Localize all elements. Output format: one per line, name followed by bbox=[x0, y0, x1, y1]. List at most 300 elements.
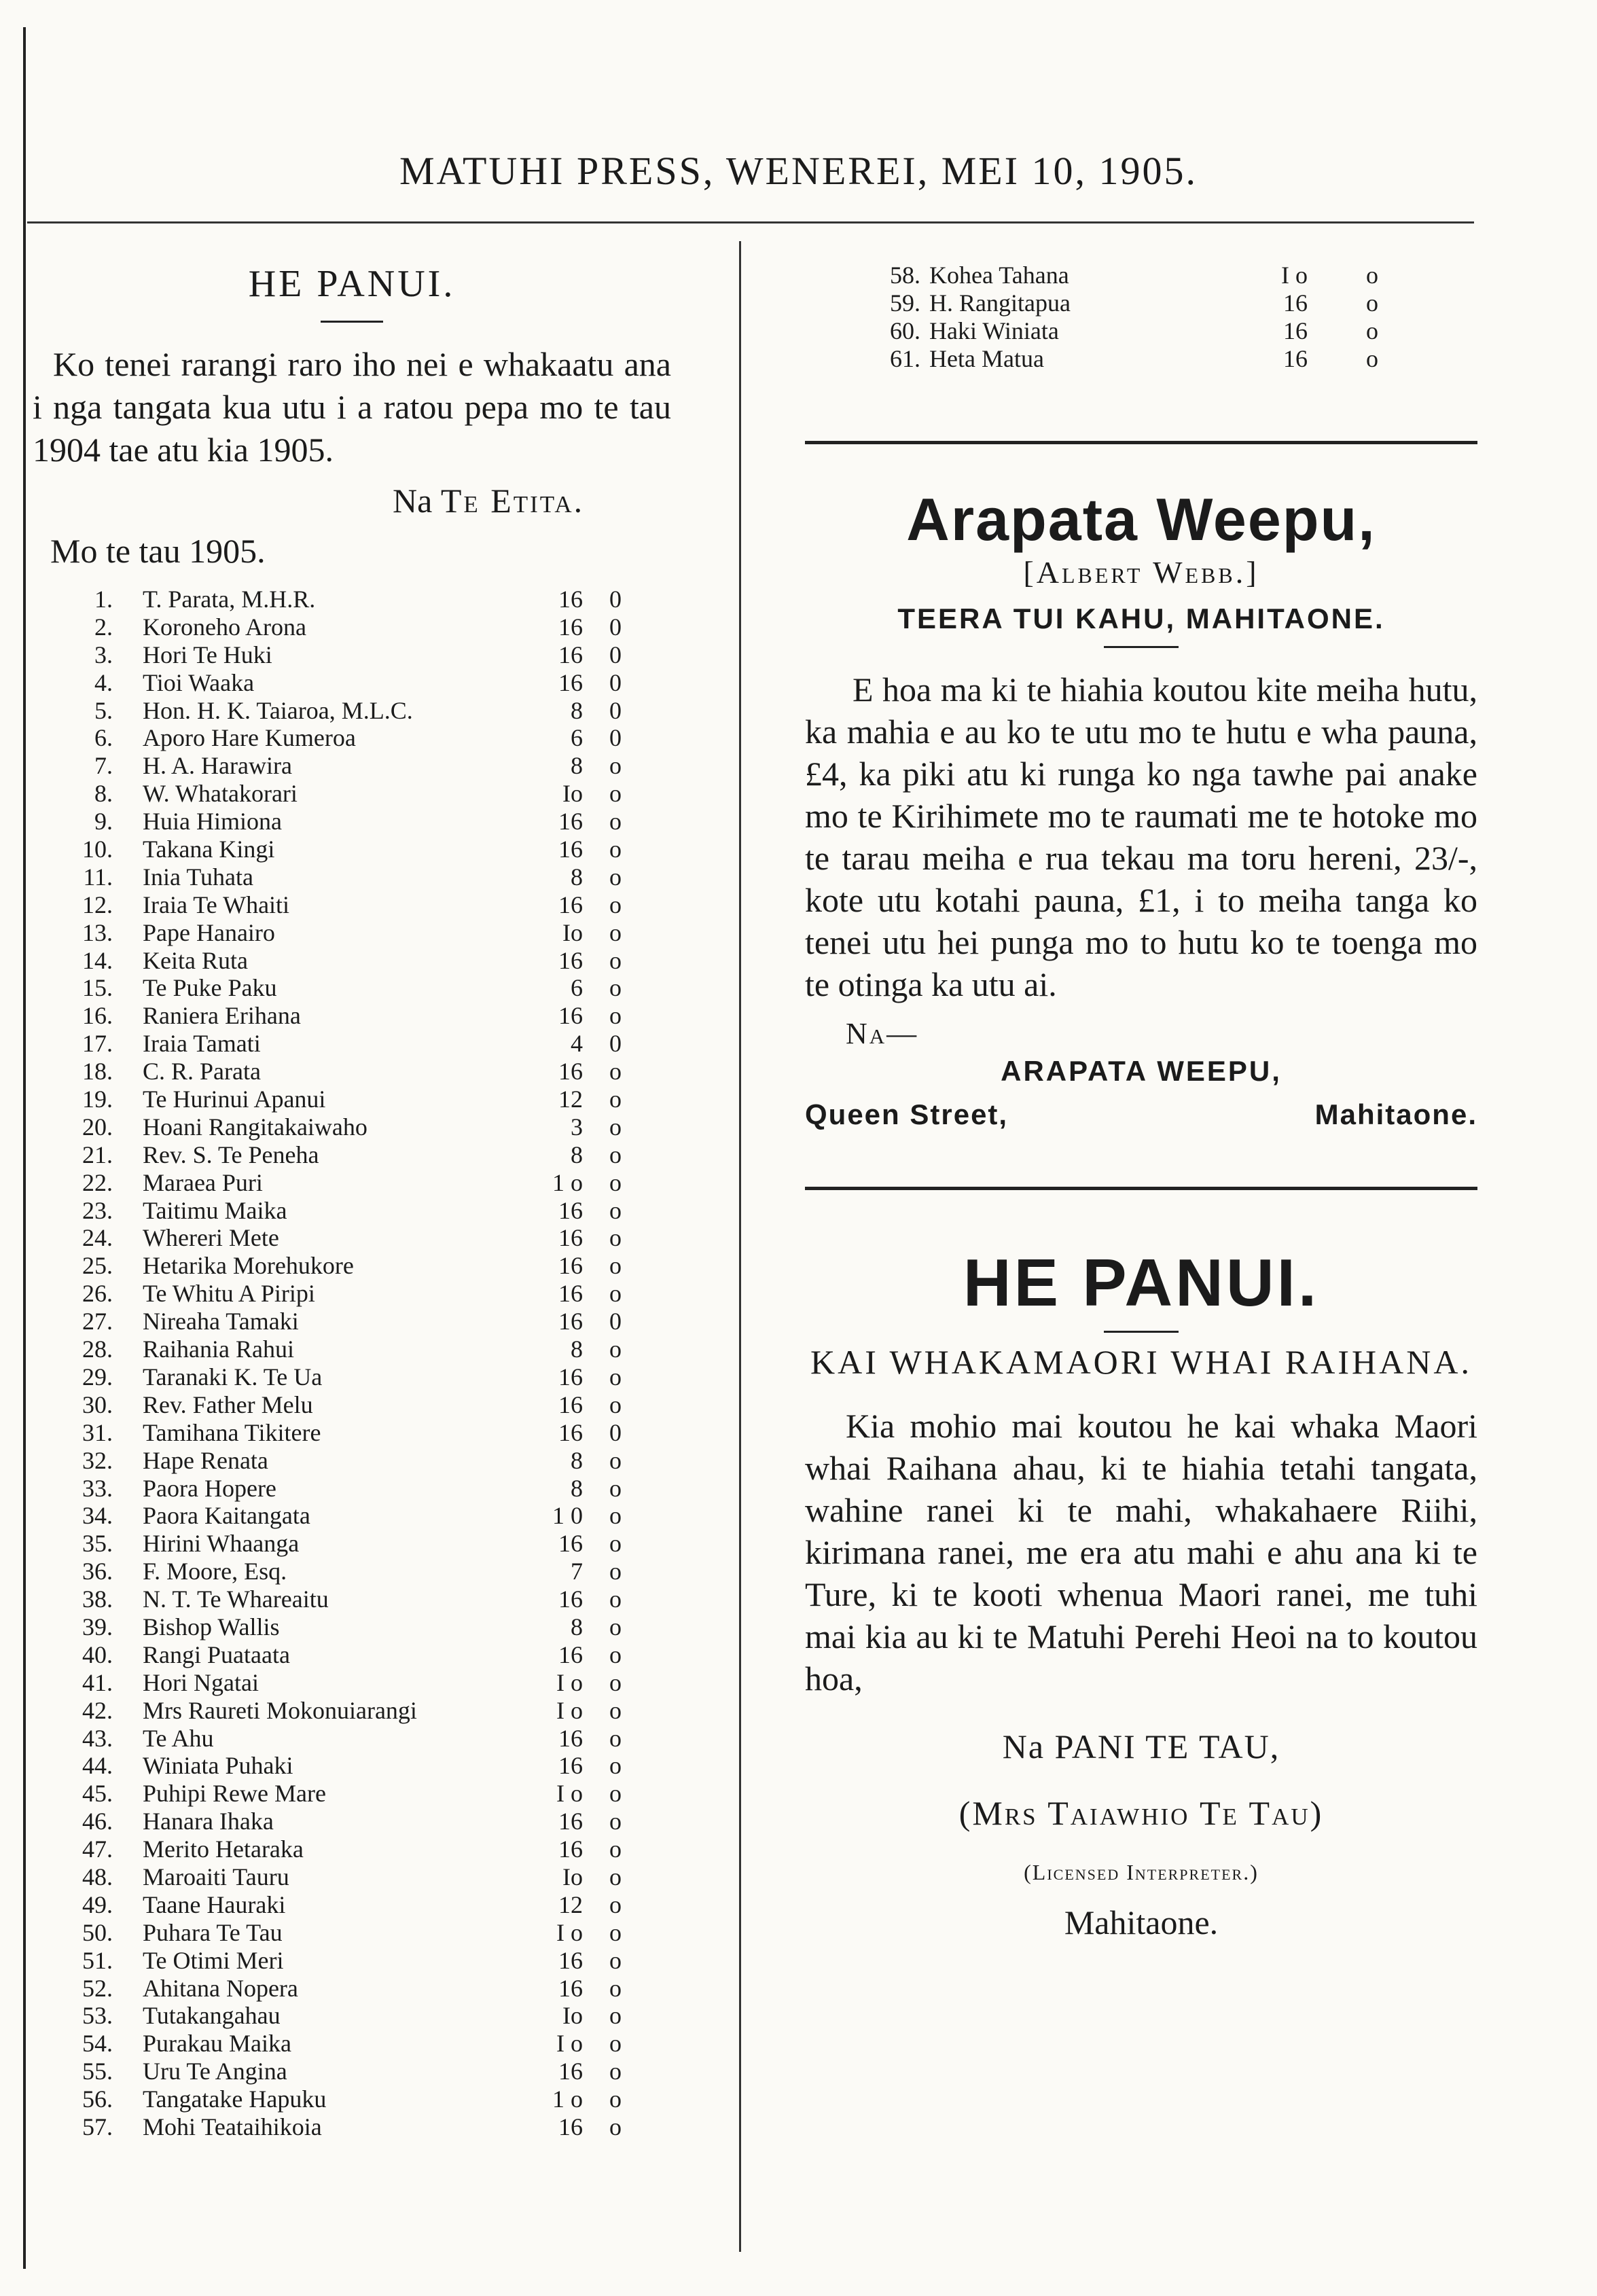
entry-number: 22. bbox=[82, 1168, 113, 1196]
list-item bbox=[33, 1197, 671, 1225]
list-item bbox=[33, 1863, 671, 1891]
entry-amount-pounds: 16 bbox=[558, 1418, 583, 1446]
entry-name: Mrs Raureti Mokonuiarangi bbox=[143, 1696, 417, 1724]
entry-name: Puhara Te Tau bbox=[143, 1918, 283, 1946]
notice-body-text: Kia mohio mai koutou he kai whaka Maori whai Raihana ahau, ki te hiahia tetahi tangata, wahine ranei ki te mahi, whakahaere Riihi, kirimana ranei, me era atu mahi e ahu ana ki te Ture, ki te kooti whenua Maori ranei, me tuhi mai kia au ki te Matuhi Perehi Heoi na to koutou hoa, bbox=[805, 1406, 1477, 1698]
list-item bbox=[33, 947, 671, 975]
entry-name: Inia Tuhata bbox=[143, 863, 254, 891]
entry-amount-pounds: I o bbox=[556, 1668, 583, 1696]
entry-amount-shillings: o bbox=[609, 1752, 622, 1780]
entry-amount-pounds: 8 bbox=[571, 696, 583, 724]
entry-name: Tamihana Tikitere bbox=[143, 1418, 321, 1446]
ad-signature: ARAPATA WEEPU, bbox=[1001, 1054, 1282, 1087]
entry-amount-pounds: I o bbox=[556, 1918, 583, 1946]
entry-amount-shillings: 0 bbox=[609, 668, 622, 696]
editor-signoff bbox=[393, 481, 671, 520]
entry-number: 16. bbox=[82, 1002, 113, 1030]
entry-number: 39. bbox=[82, 1613, 113, 1640]
notice-signer-alias: (Mrs Taiawhio Te Tau) bbox=[958, 1793, 1324, 1832]
list-item bbox=[33, 2002, 671, 2030]
ad-tagline: TEERA TUI KAHU, MAHITAONE. bbox=[897, 602, 1385, 634]
entry-number: 17. bbox=[82, 1030, 113, 1058]
entry-number: 15. bbox=[82, 974, 113, 1002]
list-item bbox=[33, 1558, 671, 1585]
list-item bbox=[33, 780, 671, 808]
entry-amount-shillings: 0 bbox=[609, 1418, 622, 1446]
entry-amount-shillings: o bbox=[609, 1530, 622, 1558]
entry-number: 10. bbox=[82, 836, 113, 863]
entry-number: 59. bbox=[890, 289, 920, 317]
entry-number: 11. bbox=[83, 863, 113, 891]
entry-number: 46. bbox=[82, 1808, 113, 1835]
entry-amount-shillings: o bbox=[609, 1141, 622, 1168]
ad-english-name: [Albert Webb.] bbox=[1023, 554, 1259, 590]
entry-name: T. Parata, M.H.R. bbox=[143, 586, 316, 613]
entry-number: 14. bbox=[82, 946, 113, 974]
list-item bbox=[33, 1530, 671, 1558]
entry-number: 18. bbox=[82, 1058, 113, 1086]
list-item bbox=[33, 919, 671, 947]
entry-amount-pounds: 8 bbox=[571, 1613, 583, 1640]
entry-amount-shillings: o bbox=[609, 1252, 622, 1280]
list-item bbox=[33, 974, 671, 1002]
intro-text: Ko tenei rarangi raro iho nei e whakaatu ana i nga tangata kua utu i a ratou pepa mo te tau 1904 tae atu kia 1905. bbox=[33, 345, 671, 469]
entry-amount-pounds: 16 bbox=[558, 808, 583, 836]
list-item bbox=[33, 1780, 671, 1808]
entry-number: 51. bbox=[82, 1946, 113, 1974]
list-item bbox=[33, 1475, 671, 1503]
entry-number: 25. bbox=[82, 1252, 113, 1280]
entry-amount-pounds: I o bbox=[556, 2030, 583, 2058]
entry-name: Tutakangahau bbox=[143, 2002, 281, 2030]
entry-name: Te Hurinui Apanui bbox=[143, 1086, 326, 1113]
year-label: Mo te tau 1905. bbox=[50, 532, 266, 570]
list-item bbox=[33, 1502, 671, 1530]
list-item bbox=[33, 2113, 671, 2141]
entry-amount-shillings: o bbox=[609, 808, 622, 836]
entry-number: 42. bbox=[82, 1696, 113, 1724]
entry-number: 61. bbox=[890, 344, 920, 372]
entry-number: 4. bbox=[94, 668, 113, 696]
entry-amount-pounds: 16 bbox=[558, 1974, 583, 2002]
entry-number: 5. bbox=[94, 696, 113, 724]
entry-number: 38. bbox=[82, 1585, 113, 1613]
entry-amount-shillings: o bbox=[609, 2002, 622, 2030]
entry-amount-pounds: 16 bbox=[558, 1808, 583, 1835]
entry-number: 34. bbox=[82, 1502, 113, 1530]
entry-amount-shillings: o bbox=[609, 1918, 622, 1946]
entry-amount-pounds: Io bbox=[562, 780, 583, 808]
entry-amount-pounds: 16 bbox=[558, 1363, 583, 1391]
entry-number: 40. bbox=[82, 1640, 113, 1668]
entry-amount-shillings: o bbox=[609, 1974, 622, 2002]
ad-title: Arapata Weepu, bbox=[906, 485, 1376, 553]
entry-name: Te Puke Paku bbox=[143, 974, 277, 1002]
entry-amount-shillings: o bbox=[609, 1058, 622, 1086]
entry-amount-pounds: 16 bbox=[558, 946, 583, 974]
entry-name: Taitimu Maika bbox=[143, 1196, 287, 1224]
entry-name: Rev. S. Te Peneha bbox=[143, 1141, 319, 1168]
entry-amount-shillings: o bbox=[609, 752, 622, 780]
entry-amount-shillings: o bbox=[609, 1086, 622, 1113]
entry-name: Hori Te Huki bbox=[143, 641, 272, 668]
entry-name: Aporo Hare Kumeroa bbox=[143, 724, 356, 752]
entry-number: 57. bbox=[82, 2113, 113, 2140]
entry-amount-shillings: o bbox=[609, 1668, 622, 1696]
list-item bbox=[33, 1113, 671, 1141]
list-item bbox=[33, 1419, 671, 1447]
entry-amount-shillings: 0 bbox=[609, 724, 622, 752]
entry-number: 27. bbox=[82, 1308, 113, 1335]
entry-amount-shillings: o bbox=[609, 1835, 622, 1863]
list-item bbox=[33, 1641, 671, 1669]
entry-number: 33. bbox=[82, 1474, 113, 1502]
entry-amount-shillings: 0 bbox=[609, 1030, 622, 1058]
entry-name: Hirini Whaanga bbox=[143, 1530, 300, 1558]
entry-name: Taane Hauraki bbox=[143, 1890, 286, 1918]
entry-number: 52. bbox=[82, 1974, 113, 2002]
entry-amount-shillings: o bbox=[609, 863, 622, 891]
notice-body bbox=[805, 1405, 1477, 1700]
entry-amount-shillings: o bbox=[609, 1640, 622, 1668]
entry-name: Puhipi Rewe Mare bbox=[143, 1780, 326, 1808]
entry-amount-shillings: o bbox=[609, 1890, 622, 1918]
entry-amount-pounds: 16 bbox=[558, 1752, 583, 1780]
list-item bbox=[33, 724, 671, 752]
entry-name: N. T. Te Whareaitu bbox=[143, 1585, 329, 1613]
entry-amount-pounds: I o bbox=[1281, 262, 1308, 289]
entry-amount-shillings: o bbox=[609, 1613, 622, 1640]
entry-name: Koroneho Arona bbox=[143, 613, 306, 641]
masthead: MATUHI PRESS, WENEREI, MEI 10, 1905. bbox=[399, 149, 1198, 193]
entry-amount-pounds: 16 bbox=[558, 613, 583, 641]
ad-na: Na— bbox=[846, 1016, 919, 1050]
entry-name: H. A. Harawira bbox=[143, 752, 292, 780]
entry-number: 60. bbox=[890, 317, 920, 344]
list-item bbox=[33, 641, 671, 669]
entry-number: 31. bbox=[82, 1418, 113, 1446]
entry-number: 35. bbox=[82, 1530, 113, 1558]
entry-amount-pounds: 8 bbox=[571, 1335, 583, 1363]
entry-amount-shillings: o bbox=[609, 1335, 622, 1363]
entry-name: Pape Hanairo bbox=[143, 918, 275, 946]
entry-name: Winiata Puhaki bbox=[143, 1752, 293, 1780]
entry-amount-shillings: o bbox=[609, 1002, 622, 1030]
entry-amount-pounds: 16 bbox=[558, 1196, 583, 1224]
entry-name: Whereri Mete bbox=[143, 1224, 279, 1252]
notice-title-right: HE PANUI. bbox=[963, 1244, 1320, 1320]
list-item bbox=[33, 1891, 671, 1919]
entry-amount-pounds: 16 bbox=[558, 1391, 583, 1418]
entry-amount-pounds: 16 bbox=[558, 1946, 583, 1974]
entry-amount-shillings: o bbox=[609, 780, 622, 808]
notice-place: Mahitaone. bbox=[1064, 1903, 1219, 1941]
entry-amount-shillings: o bbox=[609, 1391, 622, 1418]
notice-subtitle: KAI WHAKAMAORI WHAI RAIHANA. bbox=[810, 1342, 1472, 1381]
entry-name: Te Otimi Meri bbox=[143, 1946, 284, 1974]
entry-amount-pounds: 16 bbox=[558, 1002, 583, 1030]
entry-amount-shillings: o bbox=[1366, 289, 1378, 317]
entry-amount-pounds: 8 bbox=[571, 1446, 583, 1474]
entry-number: 26. bbox=[82, 1280, 113, 1308]
entry-amount-shillings: o bbox=[609, 1363, 622, 1391]
entry-number: 43. bbox=[82, 1724, 113, 1752]
list-item bbox=[33, 1030, 671, 1058]
list-item bbox=[33, 1141, 671, 1169]
list-item bbox=[33, 836, 671, 863]
subscriber-list-continued bbox=[805, 262, 1477, 373]
entry-amount-shillings: o bbox=[1366, 317, 1378, 344]
entry-amount-shillings: o bbox=[609, 918, 622, 946]
entry-number: 44. bbox=[82, 1752, 113, 1780]
entry-name: Hetarika Morehukore bbox=[143, 1252, 354, 1280]
entry-number: 12. bbox=[82, 891, 113, 918]
entry-amount-shillings: o bbox=[609, 891, 622, 918]
entry-name: F. Moore, Esq. bbox=[143, 1558, 287, 1585]
entry-amount-pounds: 1 o bbox=[552, 1168, 583, 1196]
entry-name: Taranaki K. Te Ua bbox=[143, 1363, 323, 1391]
entry-number: 7. bbox=[94, 752, 113, 780]
notice-title-left: HE PANUI. bbox=[248, 263, 456, 305]
list-item bbox=[33, 1613, 671, 1641]
entry-name: Iraia Tamati bbox=[143, 1030, 261, 1058]
entry-number: 9. bbox=[94, 808, 113, 836]
list-item bbox=[805, 289, 1477, 317]
list-item bbox=[33, 891, 671, 919]
entry-name: Hon. H. K. Taiaroa, M.L.C. bbox=[143, 696, 413, 724]
entry-name: Uru Te Angina bbox=[143, 2058, 287, 2085]
entry-number: 47. bbox=[82, 1835, 113, 1863]
entry-amount-pounds: 16 bbox=[558, 836, 583, 863]
list-item bbox=[33, 2058, 671, 2085]
entry-amount-pounds: 16 bbox=[558, 1280, 583, 1308]
entry-amount-shillings: o bbox=[609, 1474, 622, 1502]
entry-amount-shillings: 0 bbox=[609, 613, 622, 641]
list-item bbox=[33, 1808, 671, 1835]
title-rule bbox=[321, 321, 383, 323]
entry-number: 24. bbox=[82, 1224, 113, 1252]
list-item bbox=[33, 1086, 671, 1113]
entry-number: 56. bbox=[82, 2085, 113, 2113]
subscriber-list bbox=[33, 586, 671, 2141]
list-item bbox=[33, 1447, 671, 1475]
entry-amount-shillings: o bbox=[609, 1446, 622, 1474]
entry-number: 8. bbox=[94, 780, 113, 808]
entry-number: 48. bbox=[82, 1863, 113, 1890]
entry-amount-shillings: o bbox=[609, 1280, 622, 1308]
entry-name: Mohi Teataihikoia bbox=[143, 2113, 322, 2140]
entry-number: 32. bbox=[82, 1446, 113, 1474]
entry-amount-pounds: 6 bbox=[571, 724, 583, 752]
entry-name: Paora Hopere bbox=[143, 1474, 276, 1502]
entry-amount-pounds: 16 bbox=[558, 1640, 583, 1668]
entry-number: 49. bbox=[82, 1890, 113, 1918]
entry-number: 41. bbox=[82, 1668, 113, 1696]
entry-number: 21. bbox=[82, 1141, 113, 1168]
list-item bbox=[33, 2030, 671, 2058]
entry-amount-pounds: 16 bbox=[558, 586, 583, 613]
list-item bbox=[33, 697, 671, 725]
entry-name: Maroaiti Tauru bbox=[143, 1863, 289, 1890]
entry-number: 54. bbox=[82, 2030, 113, 2058]
entry-amount-pounds: 16 bbox=[558, 1224, 583, 1252]
masthead-rule bbox=[27, 221, 1474, 223]
list-item bbox=[33, 1919, 671, 1947]
entry-number: 55. bbox=[82, 2058, 113, 2085]
entry-name: Purakau Maika bbox=[143, 2030, 291, 2058]
address-street: Queen Street, bbox=[805, 1098, 1009, 1130]
entry-amount-shillings: o bbox=[609, 1946, 622, 1974]
entry-number: 1. bbox=[94, 586, 113, 613]
entry-name: Ahitana Nopera bbox=[143, 1974, 298, 2002]
entry-amount-pounds: 6 bbox=[571, 974, 583, 1002]
list-item bbox=[33, 1975, 671, 2003]
column-divider bbox=[739, 241, 741, 2252]
entry-name: Rangi Puataata bbox=[143, 1640, 290, 1668]
entry-amount-shillings: o bbox=[609, 1168, 622, 1196]
entry-amount-pounds: Io bbox=[562, 1863, 583, 1890]
entry-amount-shillings: o bbox=[609, 1224, 622, 1252]
entry-name: Bishop Wallis bbox=[143, 1613, 280, 1640]
entry-number: 20. bbox=[82, 1113, 113, 1141]
entry-amount-shillings: 0 bbox=[609, 696, 622, 724]
entry-amount-pounds: 8 bbox=[571, 1474, 583, 1502]
entry-amount-pounds: 16 bbox=[558, 641, 583, 668]
list-item bbox=[33, 752, 671, 780]
entry-amount-pounds: Io bbox=[562, 2002, 583, 2030]
entry-name: Huia Himiona bbox=[143, 808, 282, 836]
list-item bbox=[33, 1224, 671, 1252]
entry-number: 30. bbox=[82, 1391, 113, 1418]
entry-name: Maraea Puri bbox=[143, 1168, 263, 1196]
entry-number: 6. bbox=[94, 724, 113, 752]
list-item bbox=[33, 1697, 671, 1725]
entry-amount-pounds: 3 bbox=[571, 1113, 583, 1141]
list-item bbox=[33, 669, 671, 697]
entry-name: Takana Kingi bbox=[143, 836, 275, 863]
list-item bbox=[33, 2085, 671, 2113]
notice-signer: Na PANI TE TAU, bbox=[1002, 1727, 1280, 1765]
entry-name: Paora Kaitangata bbox=[143, 1502, 310, 1530]
entry-name: Hape Renata bbox=[143, 1446, 268, 1474]
list-item bbox=[33, 1280, 671, 1308]
entry-amount-shillings: o bbox=[609, 1696, 622, 1724]
entry-name: Te Ahu bbox=[143, 1724, 214, 1752]
list-item bbox=[33, 1335, 671, 1363]
entry-amount-pounds: I o bbox=[556, 1696, 583, 1724]
entry-amount-shillings: o bbox=[609, 1863, 622, 1890]
entry-name: Te Whitu A Piripi bbox=[143, 1280, 315, 1308]
entry-name: C. R. Parata bbox=[143, 1058, 261, 1086]
entry-name: Tangatake Hapuku bbox=[143, 2085, 327, 2113]
entry-amount-shillings: o bbox=[609, 1585, 622, 1613]
entry-amount-shillings: o bbox=[609, 1558, 622, 1585]
entry-amount-pounds: 16 bbox=[558, 1058, 583, 1086]
entry-number: 29. bbox=[82, 1363, 113, 1391]
entry-amount-shillings: 0 bbox=[609, 641, 622, 668]
entry-amount-pounds: 8 bbox=[571, 752, 583, 780]
entry-amount-pounds: 16 bbox=[558, 2058, 583, 2085]
entry-amount-shillings: o bbox=[609, 1724, 622, 1752]
entry-name: Keita Ruta bbox=[143, 946, 248, 974]
page-left-border bbox=[23, 27, 26, 2269]
entry-amount-shillings: 0 bbox=[609, 1308, 622, 1335]
entry-name: Hanara Ihaka bbox=[143, 1808, 274, 1835]
entry-amount-pounds: 1 o bbox=[552, 2085, 583, 2113]
entry-amount-pounds: 4 bbox=[571, 1030, 583, 1058]
entry-amount-pounds: I o bbox=[556, 1780, 583, 1808]
signoff-name: Te Etita. bbox=[440, 482, 585, 520]
list-item bbox=[33, 1169, 671, 1197]
list-item bbox=[33, 1252, 671, 1280]
entry-amount-pounds: Io bbox=[562, 918, 583, 946]
intro-paragraph bbox=[33, 343, 671, 471]
left-column bbox=[33, 251, 671, 2141]
entry-number: 19. bbox=[82, 1086, 113, 1113]
entry-amount-pounds: 8 bbox=[571, 1141, 583, 1168]
entry-amount-pounds: 12 bbox=[558, 1890, 583, 1918]
ad-rule bbox=[1104, 646, 1179, 648]
entry-amount-pounds: 16 bbox=[558, 891, 583, 918]
entry-amount-shillings: o bbox=[609, 2058, 622, 2085]
entry-amount-shillings: o bbox=[609, 974, 622, 1002]
entry-name: H. Rangitapua bbox=[929, 289, 1071, 317]
entry-number: 13. bbox=[82, 918, 113, 946]
list-item bbox=[33, 1835, 671, 1863]
list-item bbox=[33, 808, 671, 836]
list-item bbox=[805, 345, 1477, 373]
entry-number: 23. bbox=[82, 1196, 113, 1224]
list-item bbox=[33, 1725, 671, 1753]
signoff-prefix: Na bbox=[393, 482, 433, 520]
section-rule bbox=[805, 441, 1477, 444]
list-item bbox=[33, 1058, 671, 1086]
notice-rule bbox=[1104, 1331, 1179, 1333]
entry-amount-shillings: o bbox=[609, 2113, 622, 2140]
entry-name: Heta Matua bbox=[929, 344, 1044, 372]
entry-amount-shillings: o bbox=[609, 2085, 622, 2113]
entry-number: 58. bbox=[890, 262, 920, 289]
entry-number: 28. bbox=[82, 1335, 113, 1363]
entry-amount-pounds: 8 bbox=[571, 863, 583, 891]
entry-amount-pounds: 16 bbox=[1283, 289, 1308, 317]
entry-amount-pounds: 16 bbox=[558, 1835, 583, 1863]
notice-credential: (Licensed Interpreter.) bbox=[1024, 1859, 1259, 1884]
entry-amount-pounds: 12 bbox=[558, 1086, 583, 1113]
ad-address bbox=[805, 1098, 1477, 1139]
entry-name: Raniera Erihana bbox=[143, 1002, 301, 1030]
entry-name: Nireaha Tamaki bbox=[143, 1308, 299, 1335]
entry-amount-pounds: 7 bbox=[571, 1558, 583, 1585]
entry-amount-shillings: o bbox=[609, 946, 622, 974]
entry-number: 50. bbox=[82, 1918, 113, 1946]
list-item bbox=[33, 1585, 671, 1613]
entry-amount-pounds: 16 bbox=[1283, 344, 1308, 372]
entry-amount-pounds: 16 bbox=[558, 1530, 583, 1558]
entry-amount-pounds: 16 bbox=[558, 1252, 583, 1280]
entry-name: Haki Winiata bbox=[929, 317, 1059, 344]
entry-name: Tioi Waaka bbox=[143, 668, 255, 696]
entry-amount-shillings: o bbox=[609, 2030, 622, 2058]
entry-amount-shillings: o bbox=[609, 836, 622, 863]
section-rule-2 bbox=[805, 1187, 1477, 1190]
entry-amount-shillings: o bbox=[609, 1808, 622, 1835]
entry-amount-shillings: 0 bbox=[609, 586, 622, 613]
entry-amount-shillings: o bbox=[609, 1113, 622, 1141]
entry-amount-pounds: 16 bbox=[558, 1308, 583, 1335]
list-item bbox=[33, 863, 671, 891]
right-column bbox=[805, 262, 1477, 1942]
